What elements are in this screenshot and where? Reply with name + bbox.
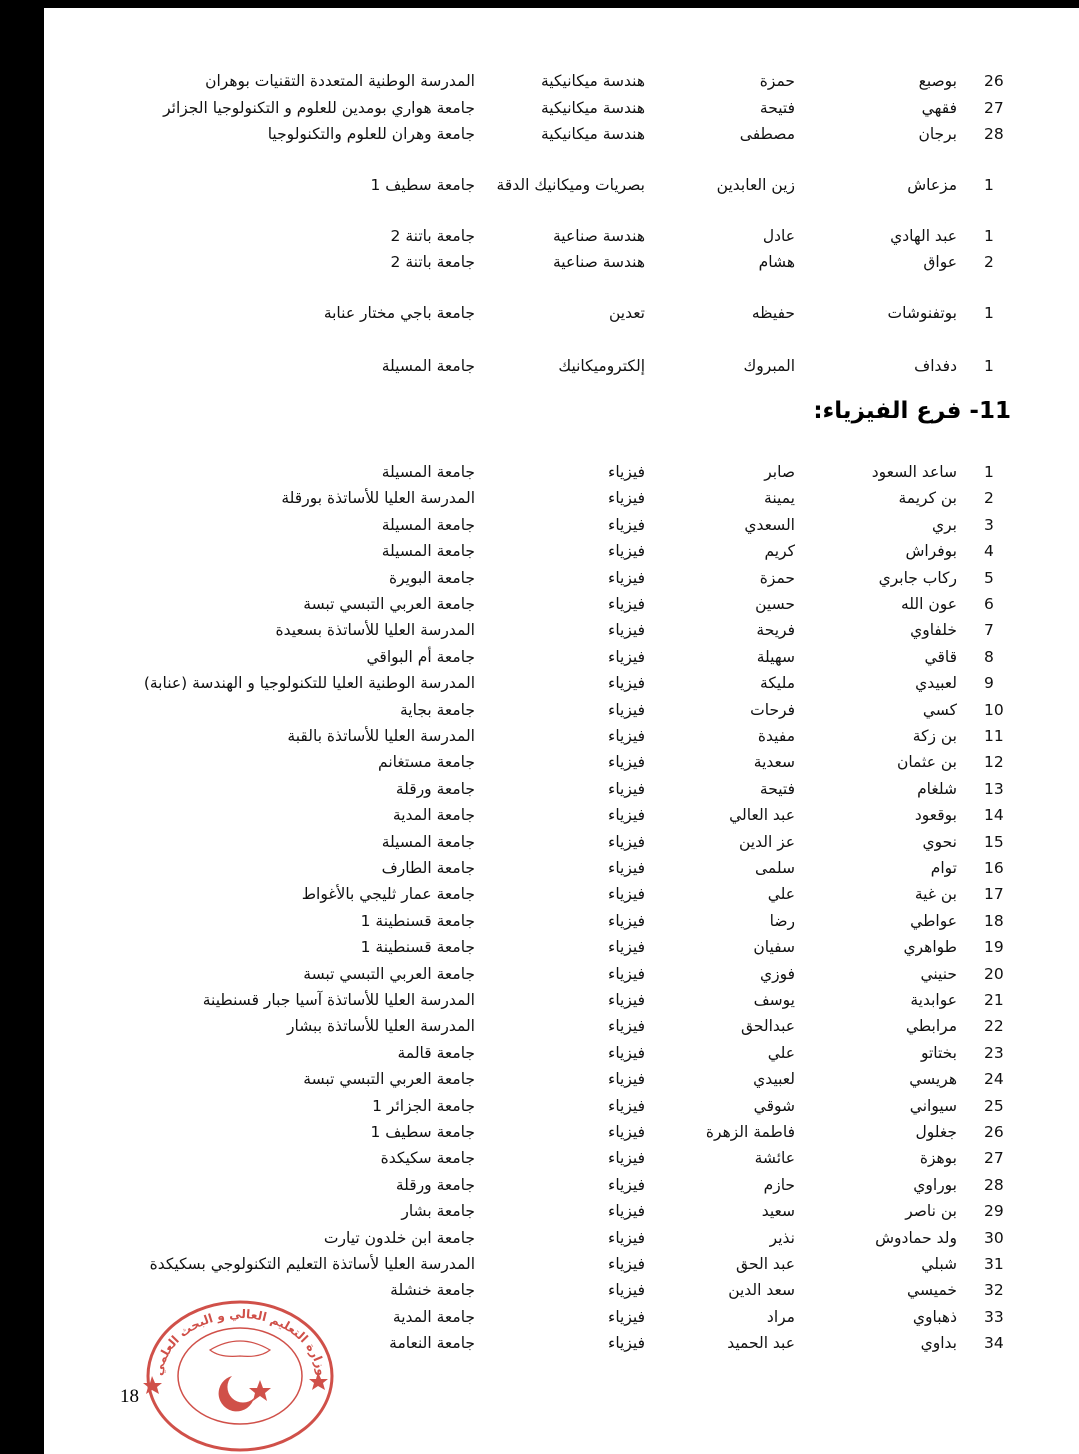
first-name: فوزي: [759, 965, 795, 983]
institution: جامعة سطيف 1: [370, 1123, 475, 1141]
specialty: فيزياء: [608, 1308, 645, 1326]
first-name: فتيحة: [759, 99, 795, 117]
first-name: سعد الدين: [728, 1281, 795, 1299]
last-name: مرابطي: [905, 1017, 957, 1035]
institution: المدرسة الوطنية العليا للتكنولوجيا و الهندسة (عنابة): [143, 674, 475, 692]
row-number: 12: [984, 753, 1004, 771]
institution: المدرسة العليا للأساتذة ببشار: [286, 1017, 475, 1035]
specialty: فيزياء: [608, 674, 645, 692]
specialty: فيزياء: [608, 859, 645, 877]
row-number: 20: [984, 965, 1004, 983]
institution: جامعة خنشلة: [390, 1281, 475, 1299]
row-number: 1: [984, 304, 994, 322]
table-row: [44, 1070, 1079, 1096]
specialty: فيزياء: [608, 806, 645, 824]
last-name: طواهري: [903, 938, 957, 956]
row-number: 10: [984, 701, 1004, 719]
official-stamp: [140, 1280, 340, 1454]
specialty: فيزياء: [608, 780, 645, 798]
specialty: فيزياء: [608, 516, 645, 534]
institution: جامعة سطيف 1: [370, 176, 475, 194]
table-row: [44, 542, 1079, 568]
last-name: بوراوي: [913, 1176, 957, 1194]
institution: جامعة سكيكدة: [380, 1149, 475, 1167]
table-row: [44, 912, 1079, 938]
institution: جامعة باتنة 2: [390, 227, 475, 245]
table-row: [44, 1176, 1079, 1202]
table-row: [44, 489, 1079, 515]
row-number: 15: [984, 833, 1004, 851]
specialty: فيزياء: [608, 727, 645, 745]
first-name: عز الدين: [738, 833, 795, 851]
last-name: ركاب جابري: [878, 569, 957, 587]
row-number: 6: [984, 595, 994, 613]
institution: جامعة قالمة: [397, 1044, 475, 1062]
first-name: المبروك: [743, 357, 795, 375]
last-name: مزعاش: [907, 176, 957, 194]
first-name: رضا: [769, 912, 795, 930]
specialty: فيزياء: [608, 1229, 645, 1247]
table-row: [44, 1149, 1079, 1175]
last-name: عواق: [923, 253, 957, 271]
first-name: علي: [767, 1044, 795, 1062]
specialty: تعدين: [608, 304, 645, 322]
specialty: فيزياء: [608, 1255, 645, 1273]
row-number: 21: [984, 991, 1004, 1009]
first-name: حازم: [763, 1176, 795, 1194]
institution: المدرسة العليا للأساتذة آسيا جبار قسنطينة: [202, 991, 475, 1009]
first-name: هشام: [758, 253, 795, 271]
last-name: عوابدية: [910, 991, 957, 1009]
specialty: فيزياء: [608, 1070, 645, 1088]
table-row: [44, 938, 1079, 964]
last-name: بوفراش: [905, 542, 957, 560]
table-row: [44, 727, 1079, 753]
first-name: سعيد: [761, 1202, 795, 1220]
specialty: هندسة صناعية: [552, 227, 645, 245]
specialty: فيزياء: [608, 965, 645, 983]
institution: جامعة بشار: [401, 1202, 475, 1220]
specialty: فيزياء: [608, 621, 645, 639]
last-name: كسي: [922, 701, 957, 719]
first-name: سفيان: [753, 938, 795, 956]
table-row: [44, 304, 1079, 330]
row-number: 26: [984, 1123, 1004, 1141]
specialty: فيزياء: [608, 912, 645, 930]
specialty: فيزياء: [608, 938, 645, 956]
row-number: 28: [984, 125, 1004, 143]
specialty: هندسة ميكانيكية: [540, 72, 645, 90]
specialty: فيزياء: [608, 1017, 645, 1035]
institution: جامعة النعامة: [389, 1334, 475, 1352]
row-number: 1: [984, 227, 994, 245]
last-name: بن زكة: [912, 727, 957, 745]
row-number: 19: [984, 938, 1004, 956]
first-name: فريحة: [756, 621, 795, 639]
last-name: توام: [930, 859, 957, 877]
institution: جامعة عمار ثليجي بالأغواط: [301, 885, 475, 903]
specialty: هندسة ميكانيكية: [540, 99, 645, 117]
institution: جامعة باجي مختار عنابة: [323, 304, 475, 322]
last-name: شلغام: [917, 780, 957, 798]
specialty: فيزياء: [608, 463, 645, 481]
first-name: فرحات: [750, 701, 795, 719]
first-name: فتيحة: [759, 780, 795, 798]
last-name: ساعد السعود: [871, 463, 957, 481]
specialty: هندسة صناعية: [552, 253, 645, 271]
table-row: [44, 227, 1079, 253]
first-name: لعبيدي: [753, 1070, 795, 1088]
institution: جامعة المسيلة: [381, 542, 475, 560]
specialty: فيزياء: [608, 595, 645, 613]
row-number: 16: [984, 859, 1004, 877]
institution: جامعة ورقلة: [395, 1176, 475, 1194]
row-number: 2: [984, 489, 994, 507]
specialty: فيزياء: [608, 569, 645, 587]
first-name: سعدية: [753, 753, 795, 771]
last-name: خميسي: [907, 1281, 957, 1299]
row-number: 7: [984, 621, 994, 639]
table-row: [44, 253, 1079, 279]
table-row: [44, 753, 1079, 779]
page-number: 18: [120, 1386, 139, 1407]
last-name: عون الله: [900, 595, 957, 613]
table-row: [44, 701, 1079, 727]
specialty: فيزياء: [608, 1281, 645, 1299]
last-name: بختاتو: [920, 1044, 957, 1062]
last-name: خلفاوي: [910, 621, 957, 639]
row-number: 31: [984, 1255, 1004, 1273]
table-row: [44, 99, 1079, 125]
table-row: [44, 1017, 1079, 1043]
svg-text:وزارة التعليم العالي و البحث ا: [151, 1307, 329, 1377]
table-row: [44, 1097, 1079, 1123]
institution: جامعة قسنطينة 1: [360, 938, 475, 956]
row-number: 8: [984, 648, 994, 666]
row-number: 14: [984, 806, 1004, 824]
first-name: حمزة: [759, 569, 795, 587]
last-name: عواطي: [910, 912, 957, 930]
institution: جامعة البويرة: [388, 569, 475, 587]
first-name: مفيدة: [757, 727, 795, 745]
row-number: 27: [984, 99, 1004, 117]
table-row: [44, 965, 1079, 991]
row-number: 27: [984, 1149, 1004, 1167]
institution: جامعة هواري بومدين للعلوم و التكنولوجيا الجزائر: [163, 99, 475, 117]
row-number: 26: [984, 72, 1004, 90]
specialty: فيزياء: [608, 1044, 645, 1062]
table-row: [44, 569, 1079, 595]
row-number: 1: [984, 176, 994, 194]
specialty: فيزياء: [608, 885, 645, 903]
first-name: السعدي: [744, 516, 795, 534]
first-name: عائشة: [754, 1149, 795, 1167]
table-row: [44, 516, 1079, 542]
table-row: [44, 72, 1079, 98]
last-name: فقهي: [921, 99, 957, 117]
table-row: [44, 595, 1079, 621]
institution: المدرسة الوطنية المتعددة التقنيات بوهران: [205, 72, 475, 90]
last-name: بن كريمة: [898, 489, 957, 507]
last-name: بري: [932, 516, 957, 534]
row-number: 33: [984, 1308, 1004, 1326]
last-name: جغلول: [915, 1123, 957, 1141]
institution: جامعة الجزائر 1: [372, 1097, 475, 1115]
table-row: [44, 833, 1079, 859]
first-name: حمزة: [759, 72, 795, 90]
row-number: 25: [984, 1097, 1004, 1115]
specialty: إلكتروميكانيك: [558, 357, 645, 375]
row-number: 18: [984, 912, 1004, 930]
row-number: 29: [984, 1202, 1004, 1220]
last-name: بوهزة: [919, 1149, 957, 1167]
row-number: 32: [984, 1281, 1004, 1299]
row-number: 22: [984, 1017, 1004, 1035]
institution: جامعة باتنة 2: [390, 253, 475, 271]
first-name: زين العابدين: [716, 176, 795, 194]
specialty: هندسة ميكانيكية: [540, 125, 645, 143]
row-number: 3: [984, 516, 994, 534]
first-name: شوقي: [753, 1097, 795, 1115]
last-name: ذهباوي: [912, 1308, 957, 1326]
specialty: فيزياء: [608, 991, 645, 1009]
institution: جامعة مستغانم: [378, 753, 475, 771]
specialty: فيزياء: [608, 489, 645, 507]
first-name: سلمى: [755, 859, 795, 877]
institution: المدرسة العليا للأساتذة بالقبة: [287, 727, 475, 745]
table-row: [44, 991, 1079, 1017]
table-row: [44, 674, 1079, 700]
last-name: شبلي: [921, 1255, 957, 1273]
row-number: 30: [984, 1229, 1004, 1247]
last-name: بوقعود: [914, 806, 957, 824]
institution: جامعة العربي التبسي تبسة: [303, 965, 475, 983]
specialty: فيزياء: [608, 753, 645, 771]
institution: جامعة قسنطينة 1: [360, 912, 475, 930]
table-row: [44, 648, 1079, 674]
row-number: 13: [984, 780, 1004, 798]
first-name: عبد الحميد: [727, 1334, 795, 1352]
last-name: قاقي: [924, 648, 957, 666]
first-name: علي: [767, 885, 795, 903]
first-name: فاطمة الزهرة: [705, 1123, 795, 1141]
section-heading: 11- فرع الفيزياء:: [813, 398, 1011, 424]
first-name: عبد العالي: [729, 806, 795, 824]
last-name: بن عثمان: [896, 753, 957, 771]
specialty: فيزياء: [608, 833, 645, 851]
first-name: مليكة: [760, 674, 795, 692]
specialty: فيزياء: [608, 542, 645, 560]
institution: جامعة المدية: [392, 1308, 475, 1326]
institution: جامعة المسيلة: [381, 516, 475, 534]
row-number: 11: [984, 727, 1004, 745]
last-name: سيواني: [909, 1097, 957, 1115]
document-page: [44, 8, 1079, 1454]
table-row: [44, 885, 1079, 911]
table-row: [44, 1123, 1079, 1149]
last-name: عبد الهادي: [890, 227, 957, 245]
last-name: بن غية: [914, 885, 957, 903]
first-name: سهيلة: [756, 648, 795, 666]
table-row: [44, 621, 1079, 647]
first-name: مراد: [766, 1308, 795, 1326]
first-name: يمينة: [764, 489, 795, 507]
institution: جامعة المسيلة: [381, 833, 475, 851]
row-number: 1: [984, 463, 994, 481]
row-number: 28: [984, 1176, 1004, 1194]
last-name: لعبيدي: [915, 674, 957, 692]
last-name: بوتفنوشات: [887, 304, 957, 322]
row-number: 4: [984, 542, 994, 560]
institution: المدرسة العليا للأساتذة بورقلة: [281, 489, 475, 507]
last-name: بن ناصر: [905, 1202, 957, 1220]
table-row: [44, 780, 1079, 806]
specialty: فيزياء: [608, 1176, 645, 1194]
row-number: 9: [984, 674, 994, 692]
institution: جامعة أم البواقي: [366, 648, 475, 666]
institution: جامعة العربي التبسي تبسة: [303, 1070, 475, 1088]
first-name: عادل: [762, 227, 795, 245]
institution: جامعة وهران للعلوم والتكنولوجيا: [267, 125, 475, 143]
first-name: نذير: [769, 1229, 795, 1247]
first-name: عبد الحق: [736, 1255, 795, 1273]
institution: جامعة العربي التبسي تبسة: [303, 595, 475, 613]
specialty: فيزياء: [608, 648, 645, 666]
row-number: 23: [984, 1044, 1004, 1062]
last-name: بوصبع: [918, 72, 957, 90]
institution: جامعة بجاية: [400, 701, 475, 719]
table-row: [44, 1202, 1079, 1228]
table-row: [44, 1255, 1079, 1281]
table-row: [44, 1044, 1079, 1070]
row-number: 17: [984, 885, 1004, 903]
table-row: [44, 1229, 1079, 1255]
institution: جامعة ابن خلدون تيارت: [323, 1229, 475, 1247]
specialty: فيزياء: [608, 1123, 645, 1141]
row-number: 24: [984, 1070, 1004, 1088]
table-row: [44, 125, 1079, 151]
institution: جامعة الطارف: [381, 859, 475, 877]
last-name: بداوي: [920, 1334, 957, 1352]
last-name: برجان: [918, 125, 957, 143]
row-number: 1: [984, 357, 994, 375]
table-row: [44, 463, 1079, 489]
row-number: 5: [984, 569, 994, 587]
first-name: كريم: [764, 542, 795, 560]
institution: جامعة المسيلة: [381, 357, 475, 375]
row-number: 2: [984, 253, 994, 271]
last-name: دفداف: [914, 357, 957, 375]
first-name: يوسف: [753, 991, 795, 1009]
last-name: ولد حمادوش: [875, 1229, 957, 1247]
last-name: نحوي: [922, 833, 957, 851]
first-name: صابر: [764, 463, 795, 481]
institution: جامعة المدية: [392, 806, 475, 824]
first-name: حفيظه: [751, 304, 795, 322]
row-number: 34: [984, 1334, 1004, 1352]
table-row: [44, 357, 1079, 383]
institution: جامعة المسيلة: [381, 463, 475, 481]
first-name: عبدالحق: [740, 1017, 795, 1035]
last-name: هريسي: [909, 1070, 957, 1088]
table-row: [44, 859, 1079, 885]
institution: المدرسة العليا لأساتذة التعليم التكنولوجي بسكيكدة: [149, 1255, 475, 1273]
specialty: فيزياء: [608, 701, 645, 719]
specialty: فيزياء: [608, 1202, 645, 1220]
first-name: حسين: [755, 595, 795, 613]
specialty: فيزياء: [608, 1097, 645, 1115]
table-row: [44, 176, 1079, 202]
first-name: مصطفى: [739, 125, 795, 143]
institution: المدرسة العليا للأساتذة بسعيدة: [275, 621, 475, 639]
specialty: بصريات وميكانيك الدقة: [496, 176, 645, 194]
stamp-text: وزارة التعليم العالي و البحث العلمي: [151, 1306, 329, 1377]
specialty: فيزياء: [608, 1149, 645, 1167]
table-row: [44, 806, 1079, 832]
specialty: فيزياء: [608, 1334, 645, 1352]
last-name: حنيني: [920, 965, 957, 983]
institution: جامعة ورقلة: [395, 780, 475, 798]
